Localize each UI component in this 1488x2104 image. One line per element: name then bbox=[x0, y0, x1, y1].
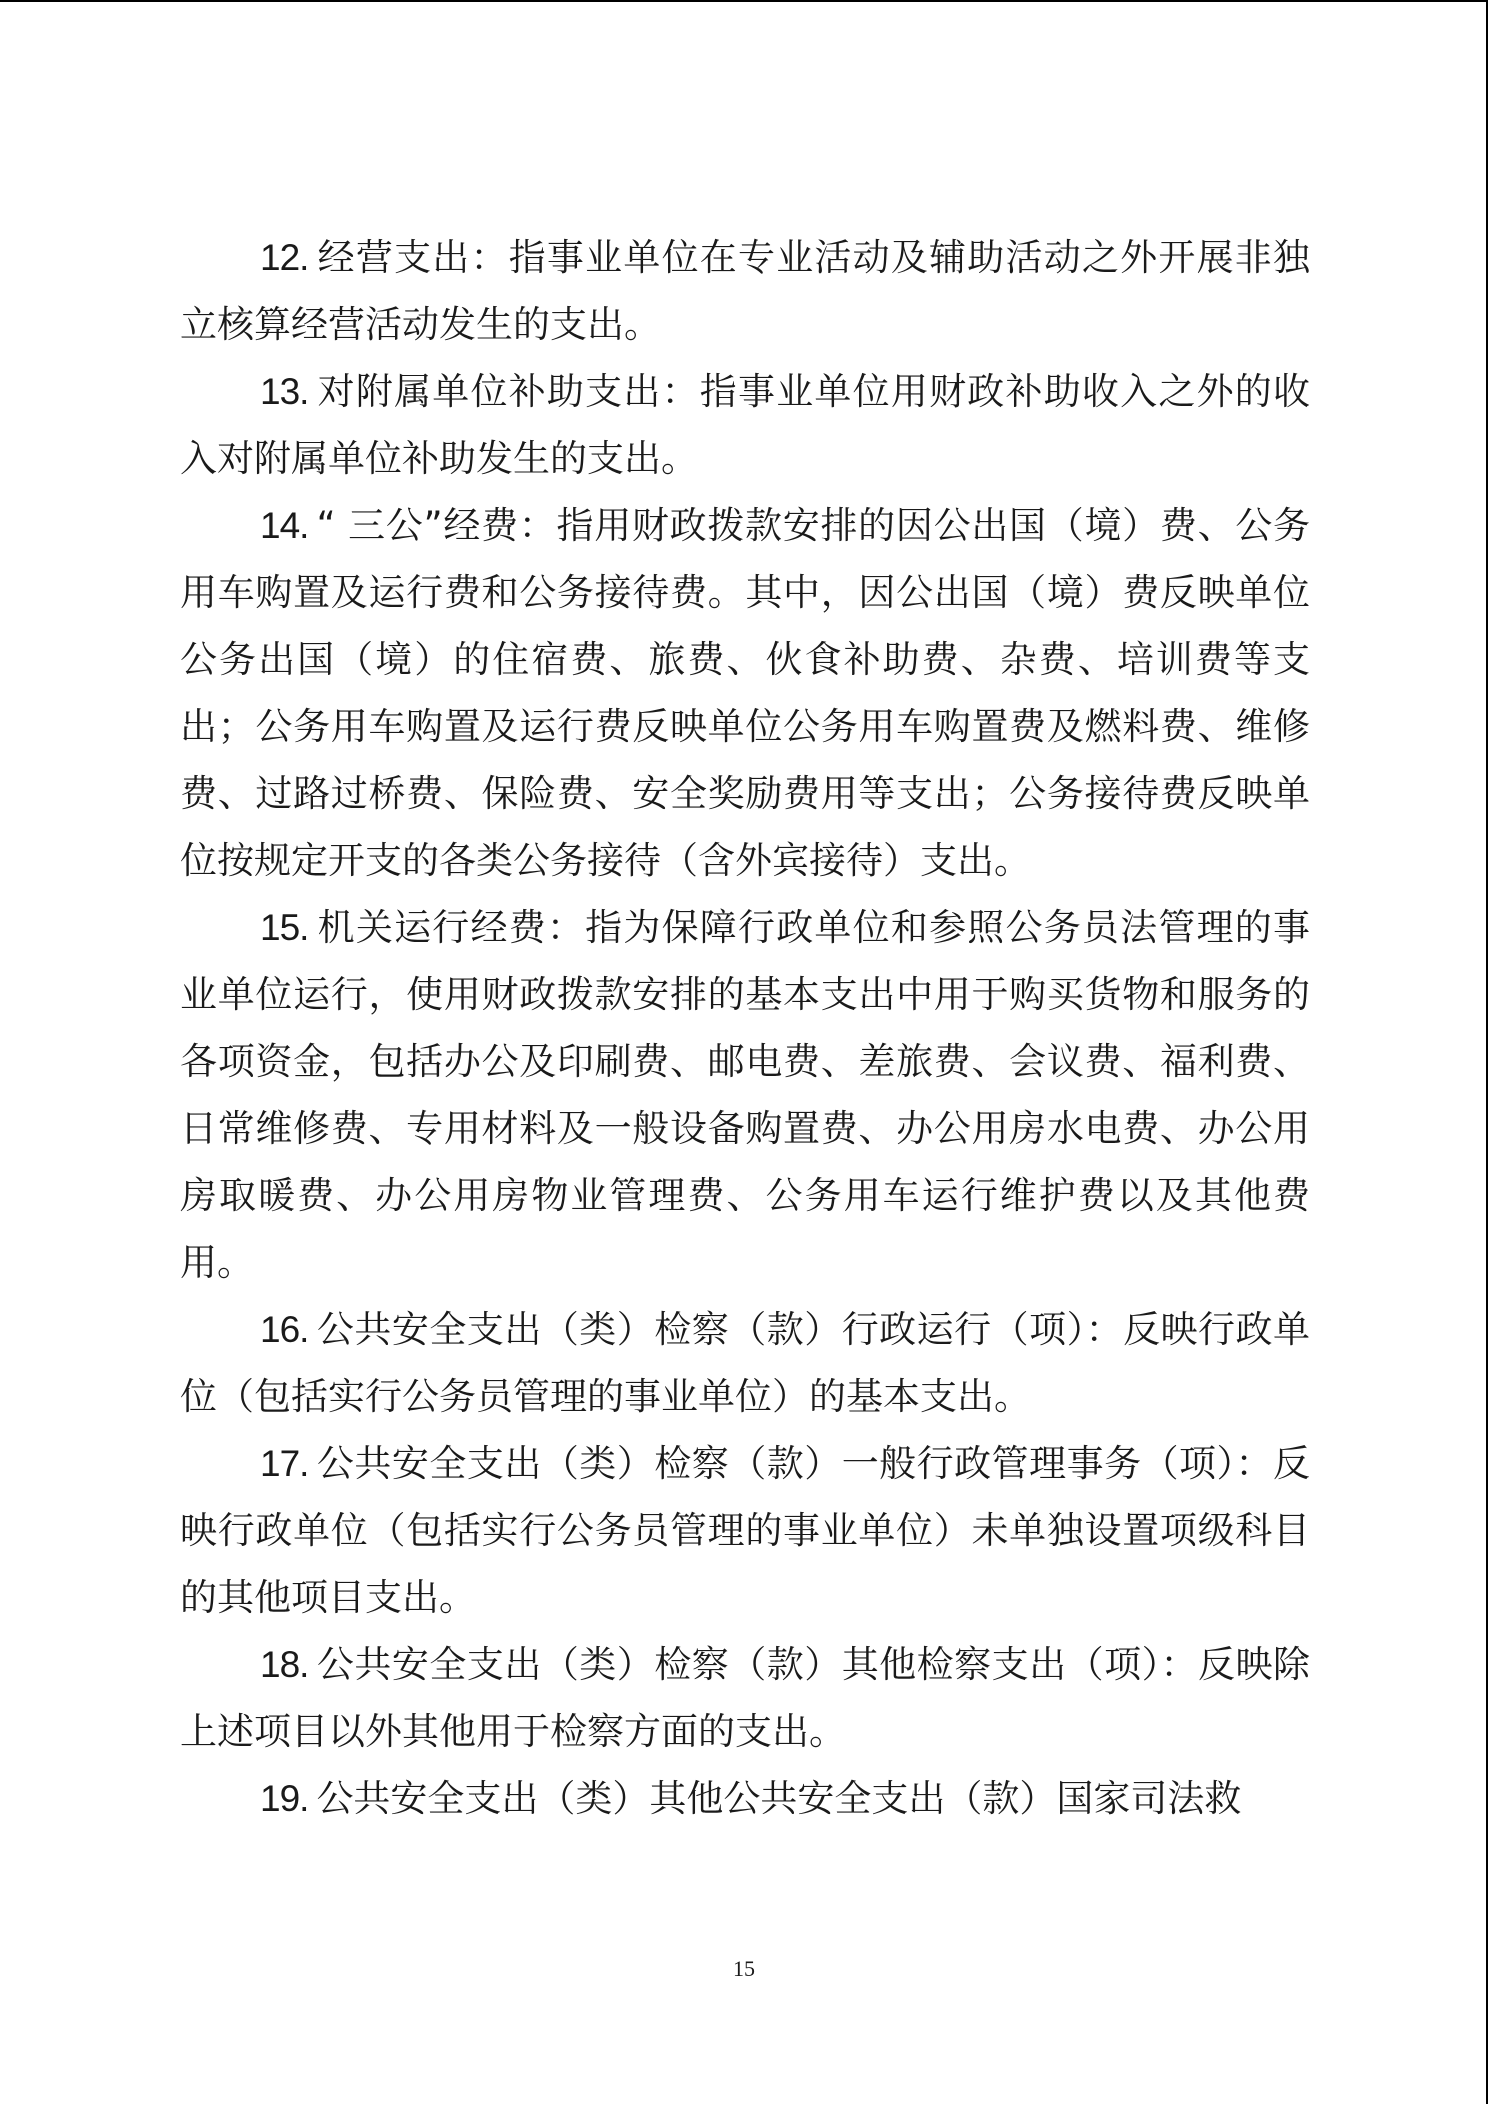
paragraph-17 bbox=[180, 1430, 1310, 1631]
paragraph-text: 机关运行经费：指为保障行政单位和参照公务员法管理的事业单位运行，使用财政拨款安排的基本支出中用于购买货物和服务的各项资金，包括办公及印刷费、邮电费、差旅费、会议费、福利费、日常维修费、专用材料及一般设备购置费、办公用房水电费、办公用房取暖费、办公用房物业管理费、公务用车运行维护费以及其他费用。 bbox=[180, 906, 1310, 1284]
paragraph-18 bbox=[180, 1631, 1310, 1765]
paragraph-number: 15. bbox=[260, 907, 309, 948]
paragraph-19 bbox=[180, 1765, 1310, 1832]
paragraph-number: 14. bbox=[260, 505, 309, 546]
paragraph-14 bbox=[180, 492, 1310, 894]
paragraph-text: 公共安全支出（类）检察（款）行政运行（项）：反映行政单位（包括实行公务员管理的事业单位）的基本支出。 bbox=[180, 1308, 1310, 1418]
paragraph-text: 经营支出：指事业单位在专业活动及辅助活动之外开展非独立核算经营活动发生的支出。 bbox=[180, 236, 1310, 346]
paragraph-number: 17. bbox=[260, 1443, 309, 1484]
paragraph-number: 19. bbox=[260, 1778, 309, 1819]
body-text bbox=[180, 224, 1310, 1832]
paragraph-number: 13. bbox=[260, 371, 309, 412]
paragraph-text: 公共安全支出（类）检察（款）其他检察支出（项）：反映除上述项目以外其他用于检察方面的支出。 bbox=[180, 1643, 1310, 1753]
paragraph-number: 16. bbox=[260, 1309, 309, 1350]
paragraph-text: 公共安全支出（类）其他公共安全支出（款）国家司法救 bbox=[316, 1777, 1242, 1820]
paragraph-16 bbox=[180, 1296, 1310, 1430]
paragraph-13 bbox=[180, 358, 1310, 492]
paragraph-text: 对附属单位补助支出：指事业单位用财政补助收入之外的收入对附属单位补助发生的支出。 bbox=[180, 370, 1310, 480]
page-number: 15 bbox=[733, 1956, 755, 1981]
paragraph-number: 12. bbox=[260, 237, 309, 278]
paragraph-12 bbox=[180, 224, 1310, 358]
paragraph-text: “ 三公”经费：指用财政拨款安排的因公出国（境）费、公务用车购置及运行费和公务接待费。其中，因公出国（境）费反映单位公务出国（境）的住宿费、旅费、伙食补助费、杂费、培训费等支出；公务用车购置及运行费反映单位公务用车购置费及燃料费、维修费、过路过桥费、保险费、安全奖励费用等支出；公务接待费反映单位按规定开支的各类公务接待（含外宾接待）支出。 bbox=[180, 504, 1310, 882]
paragraph-number: 18. bbox=[260, 1644, 309, 1685]
paragraph-15 bbox=[180, 894, 1310, 1296]
paragraph-text: 公共安全支出（类）检察（款）一般行政管理事务（项）：反映行政单位（包括实行公务员管理的事业单位）未单独设置项级科目的其他项目支出。 bbox=[180, 1442, 1310, 1619]
